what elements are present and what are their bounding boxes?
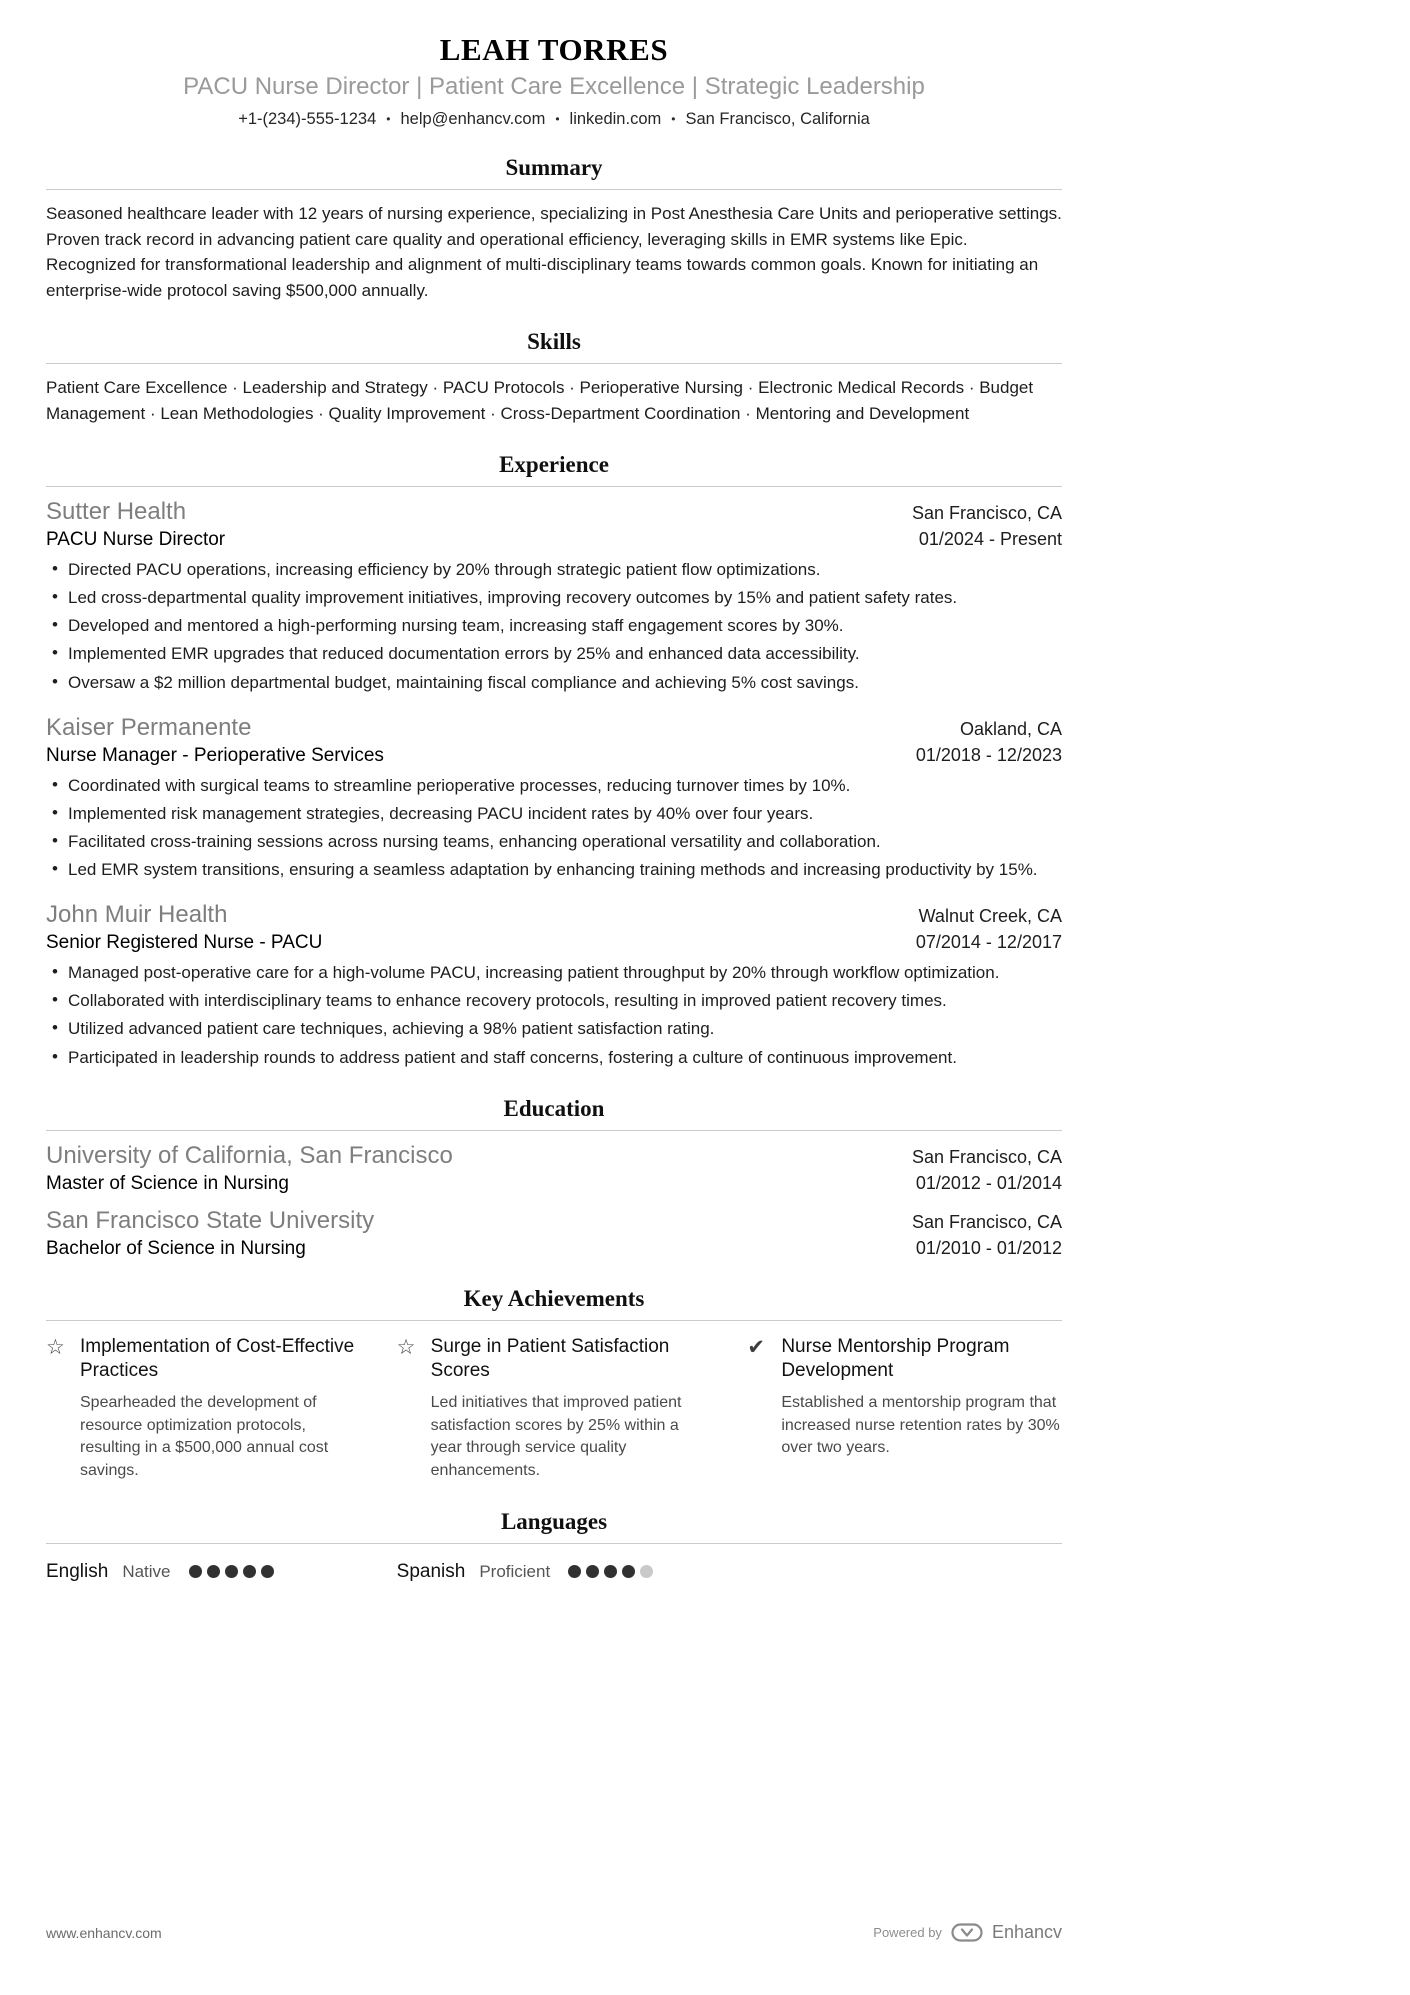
job-bullet: • Led EMR system transitions, ensuring a seamless adaptation by enhancing training methods and increasing productivity by 15%.: [46, 858, 1062, 882]
education-entry: [46, 1207, 1062, 1260]
achievement-text: Spearheaded the development of resource optimization protocols, resulting in a $500,000 annual cost savings.: [80, 1394, 329, 1480]
achievement-item: [397, 1335, 712, 1483]
language-item: [46, 1561, 361, 1583]
linkedin-link[interactable]: linkedin.com: [569, 110, 662, 128]
section-divider: [46, 1130, 1062, 1131]
skills-heading: Skills: [527, 329, 581, 354]
proficiency-dots: [568, 1565, 653, 1578]
achievement-text: Led initiatives that improved patient satisfaction scores by 25% within a year through service quality enhancements.: [430, 1394, 682, 1480]
filled-dot: [604, 1565, 617, 1578]
language-slot-empty: [747, 1561, 1062, 1583]
section-divider: [46, 1320, 1062, 1321]
section-languages: [46, 1509, 1062, 1583]
job-location: Oakland, CA: [959, 718, 1062, 739]
page-footer: [46, 1922, 1062, 1943]
phone-number: +1-(234)-555-1234: [238, 110, 377, 128]
language-level: Proficient: [479, 1561, 551, 1581]
language-name: English: [46, 1560, 109, 1582]
filled-dot: [586, 1565, 599, 1578]
section-divider: [46, 1543, 1062, 1544]
job-bullet: • Led cross-departmental quality improvement initiatives, improving recovery outcomes by 15% and patient safety rates.: [46, 586, 1062, 610]
job-location: Walnut Creek, CA: [918, 906, 1062, 927]
degree-name: Master of Science in Nursing: [46, 1172, 289, 1194]
section-divider: [46, 363, 1062, 364]
filled-dot: [189, 1565, 202, 1578]
star-icon: ☆: [396, 1335, 416, 1359]
location-text: San Francisco, California: [685, 110, 870, 128]
job-bullet: • Collaborated with interdisciplinary teams to enhance recovery protocols, resulting in improved patient recovery times.: [46, 989, 1062, 1013]
job-bullet: • Coordinated with surgical teams to streamline perioperative processes, reducing turnover times by 10%.: [46, 774, 1062, 798]
degree-name: Bachelor of Science in Nursing: [46, 1237, 306, 1259]
job-dates: 01/2018 - 12/2023: [915, 744, 1062, 765]
email-link[interactable]: help@enhancv.com: [400, 110, 546, 128]
school-name: San Francisco State University: [46, 1206, 375, 1234]
job-title: Senior Registered Nurse - PACU: [46, 932, 323, 954]
filled-dot: [568, 1565, 581, 1578]
proficiency-dots: [189, 1565, 274, 1578]
section-divider: [46, 486, 1062, 487]
job-bullet: • Oversaw a $2 million departmental budget, maintaining fiscal compliance and achieving 5% cost savings.: [46, 671, 1062, 695]
company-name: Kaiser Permanente: [46, 713, 252, 741]
job-bullet: • Directed PACU operations, increasing efficiency by 20% through strategic patient flow optimizations.: [46, 558, 1062, 582]
languages-grid: [46, 1561, 1062, 1583]
filled-dot: [243, 1565, 256, 1578]
education-entry: [46, 1142, 1062, 1195]
job-location: San Francisco, CA: [911, 503, 1062, 523]
job-bullet: • Participated in leadership rounds to address patient and staff concerns, fostering a culture of continuous improvement.: [46, 1046, 1062, 1070]
education-dates: 01/2010 - 01/2012: [915, 1237, 1062, 1258]
education-heading: Education: [503, 1095, 605, 1121]
achievement-title: Surge in Patient Satisfaction Scores: [430, 1335, 670, 1382]
enhancv-logo-icon: [951, 1923, 983, 1942]
section-education: [46, 1096, 1062, 1260]
achievement-title: Nurse Mentorship Program Development: [781, 1335, 1010, 1382]
powered-by-label: Powered by: [873, 1925, 942, 1940]
job-title: Nurse Manager - Perioperative Services: [46, 744, 384, 766]
filled-dot: [622, 1565, 635, 1578]
company-name: John Muir Health: [46, 901, 228, 929]
resume-header: [46, 32, 1062, 129]
section-divider: [46, 189, 1062, 190]
job-bullets: [46, 961, 1062, 1070]
check-icon: ✔: [747, 1335, 765, 1359]
experience-entry: [46, 714, 1062, 883]
job-bullet: • Utilized advanced patient care techniques, achieving a 98% patient satisfaction rating.: [46, 1017, 1062, 1041]
job-bullet: • Implemented EMR upgrades that reduced documentation errors by 25% and enhanced data accessibility.: [46, 642, 1062, 666]
summary-text: Seasoned healthcare leader with 12 years of nursing experience, specializing in Post Anesthesia Care Units and perioperative settings. Proven track record in advancing patient care quality and operational efficiency, leveraging skills in EMR systems like Epic. Recognized for transformational leadership and alignment of multi-disciplinary teams towards common goals. Known for initiating an enterprise-wide protocol saving $500,000 annually.: [46, 204, 1062, 300]
job-bullets: [46, 558, 1062, 695]
empty-dot: [640, 1565, 653, 1578]
experience-entry: [46, 901, 1062, 1070]
achievement-item: [747, 1335, 1062, 1483]
filled-dot: [261, 1565, 274, 1578]
section-key-achievements: [46, 1286, 1062, 1483]
skills-list: Patient Care Excellence · Leadership and Strategy · PACU Protocols · Perioperative Nursing · Electronic Medical Records · Budget Management · Lean Methodologies · Quality Improvement · Cross-Department Coordination · Mentoring and Development: [46, 378, 1034, 423]
star-icon: ☆: [46, 1335, 65, 1359]
achievement-item: [46, 1335, 361, 1483]
job-bullets: [46, 774, 1062, 883]
experience-heading: Experience: [499, 452, 609, 477]
experience-entry: [46, 498, 1062, 695]
achievement-title: Implementation of Cost-Effective Practices: [80, 1335, 355, 1382]
headline: PACU Nurse Director | Patient Care Excellence | Strategic Leadership: [183, 73, 925, 100]
job-bullet: • Facilitated cross-training sessions across nursing teams, enhancing operational versatility and collaboration.: [46, 830, 1062, 854]
job-title: PACU Nurse Director: [46, 529, 226, 550]
filled-dot: [225, 1565, 238, 1578]
powered-by: [873, 1922, 1062, 1943]
dot-separator-icon: [386, 110, 390, 129]
job-dates: 07/2014 - 12/2017: [915, 932, 1062, 953]
dot-separator-icon: [555, 110, 559, 129]
job-bullet: • Implemented risk management strategies, decreasing PACU incident rates by 40% over four years.: [46, 802, 1062, 826]
section-skills: [46, 329, 1062, 426]
school-name: University of California, San Francisco: [46, 1141, 453, 1169]
school-location: San Francisco, CA: [911, 1146, 1062, 1167]
job-bullet: • Developed and mentored a high-performing nursing team, increasing staff engagement scores by 30%.: [46, 614, 1062, 638]
education-dates: 01/2012 - 01/2014: [915, 1172, 1062, 1193]
achievements-heading: Key Achievements: [463, 1285, 645, 1311]
languages-heading: Languages: [500, 1508, 608, 1534]
school-location: San Francisco, CA: [911, 1211, 1062, 1232]
company-name: Sutter Health: [46, 498, 187, 525]
section-summary: [46, 155, 1062, 303]
achievements-grid: [46, 1335, 1062, 1483]
section-experience: [46, 452, 1062, 1070]
brand-name: Enhancv: [991, 1922, 1062, 1942]
job-bullet: • Managed post-operative care for a high-volume PACU, increasing patient throughput by 20% through workflow optimization.: [46, 961, 1062, 985]
candidate-name: LEAH TORRES: [439, 32, 669, 67]
achievement-text: Established a mentorship program that increased nurse retention rates by 30% over two years.: [781, 1394, 1060, 1457]
contact-line: [46, 110, 1062, 129]
filled-dot: [207, 1565, 220, 1578]
summary-heading: Summary: [505, 155, 603, 180]
job-dates: 01/2024 - Present: [918, 529, 1062, 549]
language-item: [397, 1561, 712, 1583]
language-level: Native: [122, 1561, 171, 1581]
language-name: Spanish: [396, 1560, 466, 1582]
dot-separator-icon: [671, 110, 675, 129]
enhancv-site-link[interactable]: www.enhancv.com: [46, 1924, 162, 1941]
